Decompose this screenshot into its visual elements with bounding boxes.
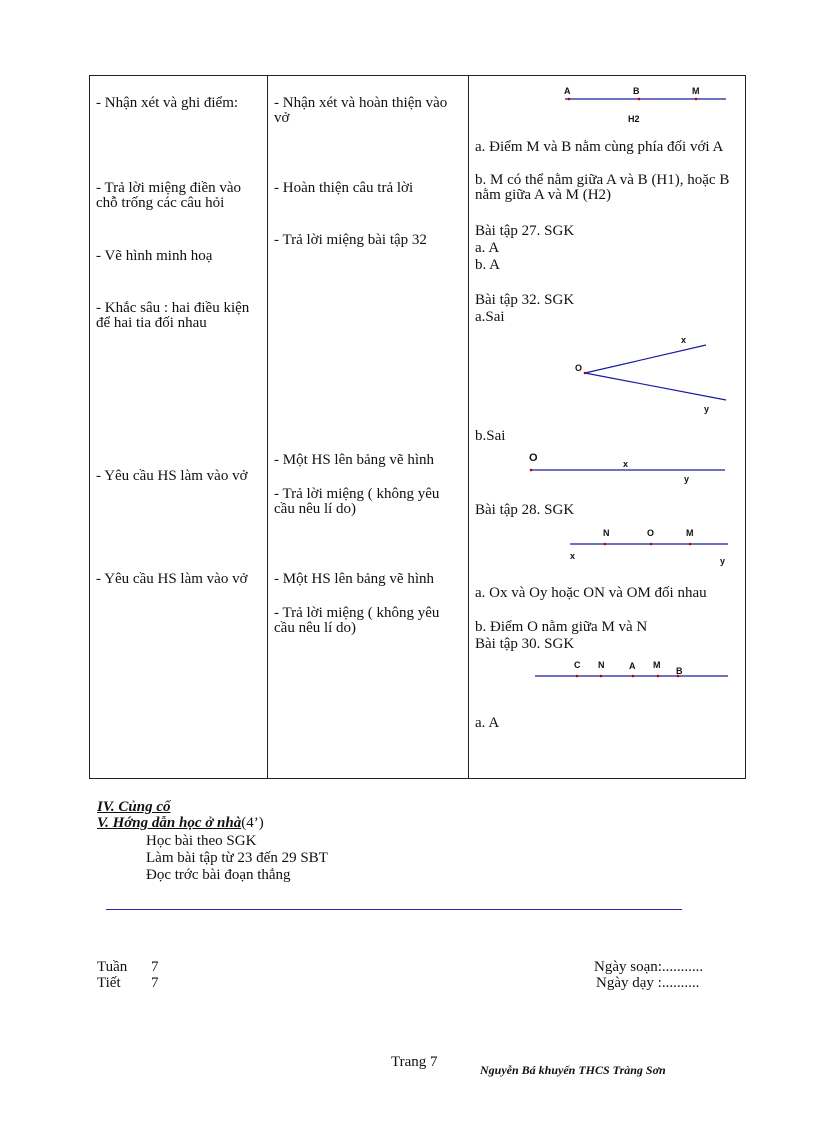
fig3-label-x: x xyxy=(623,459,629,469)
page-number: Trang 7 xyxy=(391,1054,438,1070)
column-divider-1 xyxy=(267,75,268,779)
student-activity-5b: - Trả lời miệng ( không yêu cầu nêu lí do) xyxy=(274,605,440,636)
student-activity-1: - Nhận xét và hoàn thiện vào vở xyxy=(274,95,448,126)
fig1-label-m: M xyxy=(692,86,700,96)
fig4-label-m: M xyxy=(686,528,694,538)
point-n xyxy=(604,543,607,546)
point-m xyxy=(695,98,698,101)
fig2-label-x: x xyxy=(681,335,687,345)
teacher-activity-2: - Trả lời miệng điền vào chỗ trống các câu hỏi xyxy=(96,180,242,211)
fig5-label-a: A xyxy=(629,661,636,671)
student-activity-4b: - Trả lời miệng ( không yêu cầu nêu lí do) xyxy=(274,486,440,517)
section-5-title: V. Hớng dẫn học ở nhà xyxy=(97,815,242,831)
fig5-label-b: B xyxy=(676,666,683,676)
exercise-32-b: b.Sai xyxy=(475,428,506,444)
period-label: Tiết xyxy=(97,975,121,991)
fig4-label-y: y xyxy=(720,556,726,566)
section-divider xyxy=(106,909,682,910)
author-signature: Nguyễn Bá khuyến THCS Tràng Sơn xyxy=(480,1063,666,1077)
student-activity-2: - Hoàn thiện câu trả lời xyxy=(274,180,414,196)
answer-b-points: b. M có thể nằm giữa A và B (H1), hoặc B nằm giữa A và M (H2) xyxy=(475,172,730,203)
exercise-27-b: b. A xyxy=(475,257,501,273)
exercise-27-a: a. A xyxy=(475,240,500,256)
fig1-label-b: B xyxy=(633,86,640,96)
prep-date: Ngày soạn:........... xyxy=(594,959,704,975)
point-c xyxy=(576,675,579,678)
fig5-label-c: C xyxy=(574,660,581,670)
homework-item-3: Đọc trớc bài đoạn thẳng xyxy=(146,867,291,883)
figure-angle-xoy xyxy=(560,330,740,420)
section-4-heading: IV. Củng cố xyxy=(97,799,171,815)
point-o-3 xyxy=(650,543,653,546)
fig2-label-o: O xyxy=(575,363,583,373)
exercise-32-title: Bài tập 32. SGK xyxy=(475,292,575,308)
point-o-2 xyxy=(530,469,533,472)
fig4-label-o: O xyxy=(647,528,655,538)
teach-date: Ngày dạy :.......... xyxy=(596,975,700,991)
point-m-2 xyxy=(689,543,692,546)
fig1-caption: H2 xyxy=(628,114,640,124)
exercise-28-title: Bài tập 28. SGK xyxy=(475,502,575,518)
exercise-30-title: Bài tập 30. SGK xyxy=(475,636,575,652)
fig2-label-y: y xyxy=(704,404,710,414)
teacher-activity-4: - Khắc sâu : hai điều kiện để hai tia đối nhau xyxy=(96,300,250,331)
exercise-28-a: a. Ox và Oy hoặc ON và OM đối nhau xyxy=(475,585,707,601)
section-5-heading xyxy=(97,816,264,831)
fig1-label-a: A xyxy=(564,86,571,96)
point-o xyxy=(584,372,587,375)
exercise-28-b: b. Điểm O nằm giữa M và N xyxy=(475,619,648,635)
teacher-activity-1: - Nhận xét và ghi điểm: xyxy=(96,95,239,111)
figure-rays-same xyxy=(525,452,735,485)
teacher-activity-5: - Yêu cầu HS làm vào vở xyxy=(96,468,248,484)
student-activity-4a: - Một HS lên bảng vẽ hình xyxy=(274,452,434,468)
week-label: Tuần xyxy=(97,959,128,975)
period-value: 7 xyxy=(151,975,159,991)
teacher-activity-6: - Yêu cầu HS làm vào vở xyxy=(96,571,248,587)
point-m-3 xyxy=(657,675,660,678)
fig3-label-y: y xyxy=(684,474,690,484)
homework-item-2: Làm bài tập từ 23 đến 29 SBT xyxy=(146,850,328,866)
figure-h2 xyxy=(560,84,730,124)
fig4-label-x: x xyxy=(570,551,576,561)
exercise-30-a: a. A xyxy=(475,715,500,731)
answer-a-points: a. Điểm M và B nằm cùng phía đối với A xyxy=(475,139,724,155)
fig5-label-n: N xyxy=(598,660,605,670)
point-b xyxy=(638,98,641,101)
point-a-2 xyxy=(632,675,635,678)
ray-oy xyxy=(585,373,726,400)
exercise-32-a: a.Sai xyxy=(475,309,505,325)
homework-item-1: Học bài theo SGK xyxy=(146,833,257,849)
fig4-label-n: N xyxy=(603,528,610,538)
week-value: 7 xyxy=(151,959,159,975)
section-5-time: (4’) xyxy=(241,815,264,831)
point-n-2 xyxy=(600,675,603,678)
fig5-label-m: M xyxy=(653,660,661,670)
column-divider-2 xyxy=(468,75,469,779)
student-activity-5a: - Một HS lên bảng vẽ hình xyxy=(274,571,434,587)
ray-ox xyxy=(585,345,706,373)
student-activity-3: - Trả lời miệng bài tập 32 xyxy=(274,232,427,248)
point-a xyxy=(568,98,571,101)
teacher-activity-3: - Vẽ hình minh hoạ xyxy=(96,248,213,264)
exercise-27-title: Bài tập 27. SGK xyxy=(475,223,575,239)
fig3-label-o: O xyxy=(529,452,538,464)
